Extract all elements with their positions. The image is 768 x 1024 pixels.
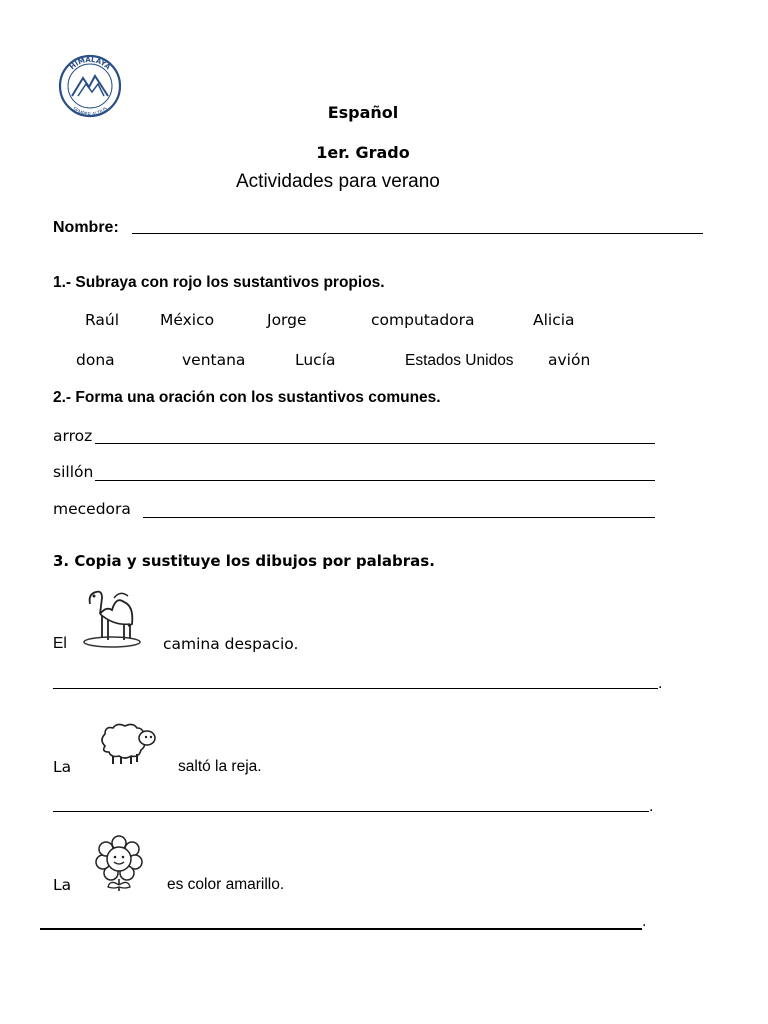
question-1: 1.- Subraya con rojo los sustantivos propios. xyxy=(53,274,385,291)
himalaya-logo xyxy=(56,54,124,118)
word-jorge: Jorge xyxy=(267,311,307,329)
word-alicia: Alicia xyxy=(533,311,575,329)
sentence-2-post: saltó la reja. xyxy=(178,758,262,775)
name-label: Nombre: xyxy=(53,219,119,236)
camel-icon xyxy=(80,584,144,650)
logo-top-text: HIMALAYA xyxy=(68,55,112,72)
sheep-icon xyxy=(97,720,159,768)
period-1: . xyxy=(658,676,663,692)
word-avion: avión xyxy=(548,351,591,369)
sentence-3-post: es color amarillo. xyxy=(167,876,285,893)
answer-line-1[interactable] xyxy=(53,688,658,689)
word-arroz: arroz xyxy=(53,427,93,445)
word-estados-unidos: Estados Unidos xyxy=(405,352,514,369)
answer-line-2[interactable] xyxy=(53,811,649,812)
word-mexico: México xyxy=(160,311,215,329)
svg-text:HIMALAYA xyxy=(68,56,112,72)
word-computadora: computadora xyxy=(371,311,475,329)
answer-line-arroz[interactable] xyxy=(95,443,655,444)
question-3: 3. Copia y sustituye los dibujos por palabras. xyxy=(53,552,435,570)
page-title: Actividades para verano xyxy=(236,171,440,192)
word-raul: Raúl xyxy=(85,311,120,329)
question-2: 2.- Forma una oración con los sustantivos comunes. xyxy=(53,389,441,406)
subject-heading: Español xyxy=(327,103,399,122)
word-dona: dona xyxy=(76,351,115,369)
sentence-1-pre: El xyxy=(53,635,67,652)
word-sillon: sillón xyxy=(53,463,94,481)
logo-bottom-text: SEMPER ALTIUS xyxy=(70,105,110,118)
word-mecedora: mecedora xyxy=(53,500,131,518)
sentence-3-pre: La xyxy=(53,876,72,894)
name-line[interactable] xyxy=(132,233,703,234)
period-2: . xyxy=(649,799,654,815)
answer-line-mecedora[interactable] xyxy=(143,517,655,518)
period-3: . xyxy=(642,914,647,930)
flower-icon xyxy=(94,835,144,893)
sentence-1-post: camina despacio. xyxy=(163,635,299,653)
word-lucia: Lucía xyxy=(295,351,336,369)
word-ventana: ventana xyxy=(182,351,246,369)
answer-line-sillon[interactable] xyxy=(95,480,655,481)
sentence-2-pre: La xyxy=(53,758,72,776)
answer-line-3[interactable] xyxy=(40,928,642,930)
grade-heading: 1er. Grado xyxy=(316,143,410,162)
